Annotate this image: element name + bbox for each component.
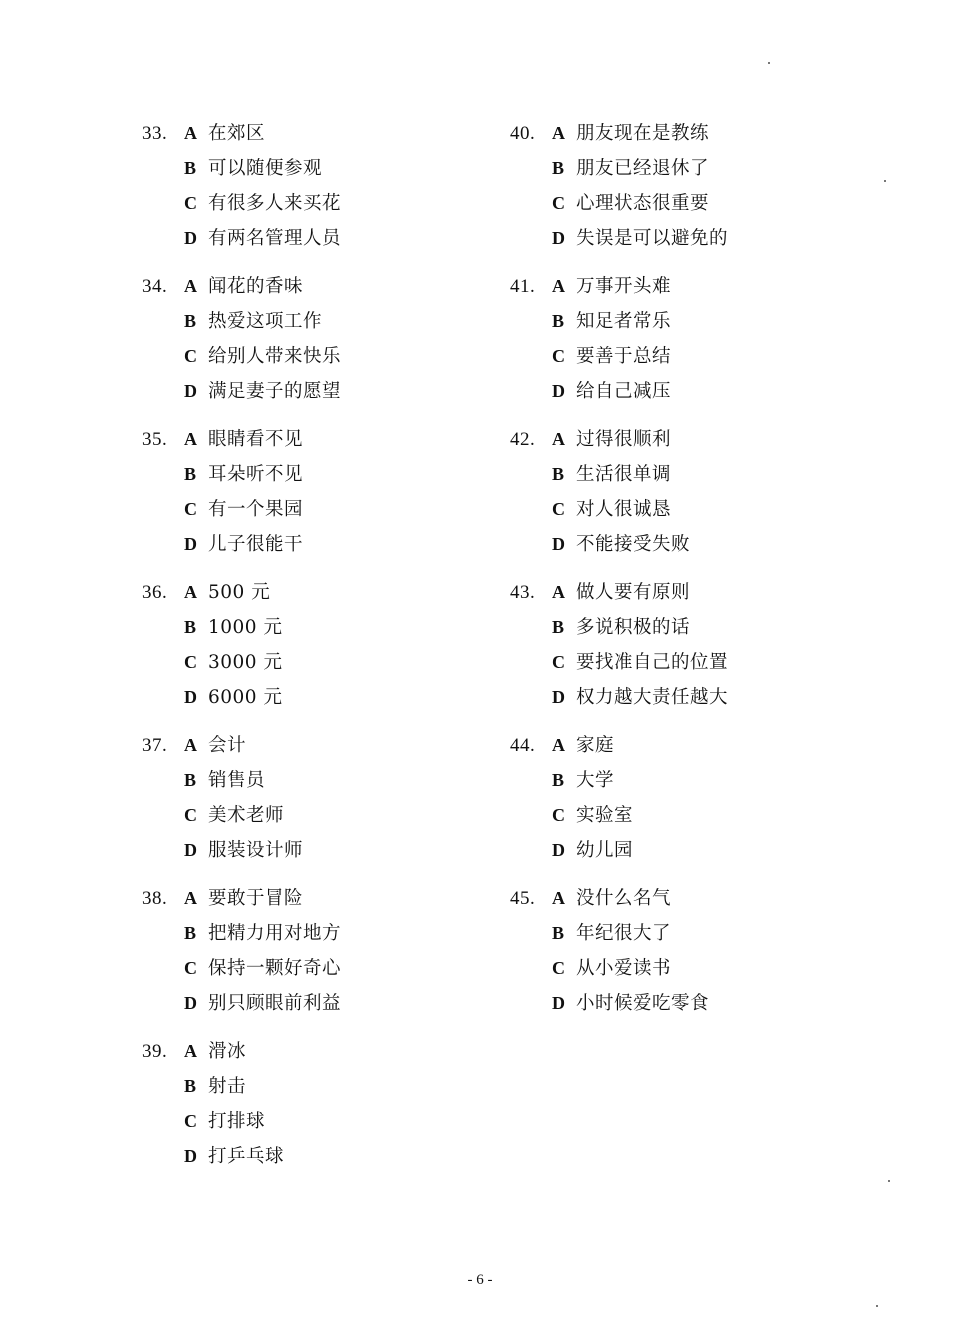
option-text: 闻花的香味: [208, 276, 304, 297]
scan-speck: [876, 1305, 878, 1307]
option-letter: B: [184, 311, 197, 331]
option-letter: C: [184, 958, 197, 978]
option-letter: D: [552, 687, 565, 707]
option-letter: B: [552, 617, 565, 637]
option-letter: A: [184, 1041, 197, 1061]
option-c: [142, 495, 472, 530]
option-letter: C: [184, 805, 197, 825]
option-text: 年纪很大了: [576, 923, 672, 944]
option-d: [142, 836, 472, 871]
option-d: [142, 224, 472, 259]
option-c: [142, 342, 472, 377]
option-letter: A: [552, 888, 565, 908]
option-letter: C: [552, 499, 565, 519]
question-40: [510, 119, 840, 259]
option-b: [510, 766, 840, 801]
option-letter: A: [552, 429, 565, 449]
option-d: [510, 530, 840, 565]
option-letter: D: [552, 381, 565, 401]
option-text: 心理状态很重要: [576, 193, 710, 214]
option-d: [510, 989, 840, 1024]
scan-speck: [768, 62, 770, 64]
option-letter: C: [184, 193, 197, 213]
option-a: [510, 731, 840, 766]
option-text: 别只顾眼前利益: [208, 993, 342, 1014]
option-d: [510, 377, 840, 412]
option-text: 朋友已经退休了: [576, 158, 710, 179]
question-41: [510, 272, 840, 412]
option-letter: C: [552, 346, 565, 366]
option-letter: B: [184, 158, 197, 178]
option-letter: D: [552, 993, 565, 1013]
option-text: 会计: [208, 735, 247, 756]
option-text: 6000 元: [208, 687, 283, 708]
option-b: [142, 1072, 472, 1107]
option-d: [142, 377, 472, 412]
question-number: 44.: [510, 735, 536, 756]
option-c: [510, 342, 840, 377]
option-letter: D: [184, 687, 197, 707]
question-number: 34.: [142, 276, 168, 297]
option-d: [142, 989, 472, 1024]
option-letter: B: [552, 770, 565, 790]
option-text: 做人要有原则: [576, 582, 691, 603]
option-letter: A: [184, 429, 197, 449]
option-text: 从小爱读书: [576, 958, 672, 979]
option-d: [142, 530, 472, 565]
option-text: 眼睛看不见: [208, 429, 304, 450]
option-a: [510, 578, 840, 613]
option-text: 多说积极的话: [576, 617, 691, 638]
option-b: [142, 154, 472, 189]
question-34: [142, 272, 472, 412]
option-a: [142, 1037, 472, 1072]
option-text: 有很多人来买花: [208, 193, 342, 214]
option-text: 1000 元: [208, 617, 283, 638]
question-number: 40.: [510, 123, 536, 144]
option-letter: C: [184, 499, 197, 519]
option-letter: C: [552, 958, 565, 978]
option-a: [510, 425, 840, 460]
option-c: [510, 495, 840, 530]
option-text: 不能接受失败: [576, 534, 691, 555]
option-letter: D: [552, 228, 565, 248]
option-text: 保持一颗好奇心: [208, 958, 342, 979]
option-text: 小时候爱吃零食: [576, 993, 710, 1014]
option-a: [142, 731, 472, 766]
option-text: 朋友现在是教练: [576, 123, 710, 144]
option-letter: C: [552, 652, 565, 672]
option-letter: D: [552, 534, 565, 554]
option-c: [142, 189, 472, 224]
option-text: 3000 元: [208, 652, 283, 673]
option-d: [510, 836, 840, 871]
option-letter: C: [552, 193, 565, 213]
option-text: 滑冰: [208, 1041, 247, 1062]
question-42: [510, 425, 840, 565]
question-35: [142, 425, 472, 565]
option-letter: B: [552, 311, 565, 331]
option-c: [510, 189, 840, 224]
question-number: 39.: [142, 1041, 168, 1062]
option-text: 要善于总结: [576, 346, 672, 367]
option-text: 权力越大责任越大: [576, 687, 729, 708]
option-d: [142, 683, 472, 718]
option-c: [142, 801, 472, 836]
question-38: [142, 884, 472, 1024]
option-text: 知足者常乐: [576, 311, 672, 332]
option-b: [142, 460, 472, 495]
option-letter: A: [184, 276, 197, 296]
option-text: 万事开头难: [576, 276, 672, 297]
question-number: 43.: [510, 582, 536, 603]
option-letter: D: [184, 534, 197, 554]
question-number: 36.: [142, 582, 168, 603]
option-text: 没什么名气: [576, 888, 672, 909]
option-text: 美术老师: [208, 805, 285, 826]
option-text: 要找准自己的位置: [576, 652, 729, 673]
scan-speck: [884, 180, 886, 182]
option-letter: C: [184, 1111, 197, 1131]
option-letter: A: [184, 123, 197, 143]
option-letter: D: [184, 840, 197, 860]
option-d: [142, 1142, 472, 1177]
question-37: [142, 731, 472, 871]
question-39: [142, 1037, 472, 1177]
option-letter: B: [552, 464, 565, 484]
option-text: 500 元: [208, 582, 271, 603]
option-letter: D: [184, 381, 197, 401]
option-text: 给自己减压: [576, 381, 672, 402]
option-text: 打乒乓球: [208, 1146, 285, 1167]
option-d: [510, 683, 840, 718]
option-a: [510, 272, 840, 307]
option-text: 对人很诚恳: [576, 499, 672, 520]
question-number: 37.: [142, 735, 168, 756]
option-a: [142, 884, 472, 919]
option-text: 有一个果园: [208, 499, 304, 520]
option-letter: B: [184, 464, 197, 484]
option-letter: A: [552, 123, 565, 143]
option-c: [510, 648, 840, 683]
option-letter: B: [184, 923, 197, 943]
scan-speck: [888, 1180, 890, 1182]
option-text: 服装设计师: [208, 840, 304, 861]
option-c: [142, 954, 472, 989]
option-letter: C: [184, 652, 197, 672]
option-a: [142, 119, 472, 154]
option-letter: A: [184, 735, 197, 755]
option-text: 失误是可以避免的: [576, 228, 729, 249]
option-c: [510, 801, 840, 836]
option-text: 有两名管理人员: [208, 228, 342, 249]
option-letter: A: [552, 582, 565, 602]
question-33: [142, 119, 472, 259]
option-text: 给别人带来快乐: [208, 346, 342, 367]
option-text: 实验室: [576, 805, 634, 826]
option-letter: B: [184, 770, 197, 790]
question-36: [142, 578, 472, 718]
option-text: 在郊区: [208, 123, 266, 144]
option-a: [142, 425, 472, 460]
question-number: 45.: [510, 888, 536, 909]
option-letter: A: [552, 735, 565, 755]
option-text: 生活很单调: [576, 464, 672, 485]
option-letter: B: [184, 617, 197, 637]
question-number: 33.: [142, 123, 168, 144]
option-d: [510, 224, 840, 259]
question-45: [510, 884, 840, 1024]
option-c: [142, 1107, 472, 1142]
option-b: [142, 919, 472, 954]
option-text: 满足妻子的愿望: [208, 381, 342, 402]
option-a: [510, 119, 840, 154]
option-letter: D: [552, 840, 565, 860]
option-text: 要敢于冒险: [208, 888, 304, 909]
question-number: 42.: [510, 429, 536, 450]
option-letter: D: [184, 993, 197, 1013]
option-b: [142, 766, 472, 801]
option-letter: B: [552, 158, 565, 178]
option-a: [142, 272, 472, 307]
question-43: [510, 578, 840, 718]
option-c: [142, 648, 472, 683]
option-c: [510, 954, 840, 989]
option-letter: A: [184, 888, 197, 908]
option-b: [510, 460, 840, 495]
option-a: [510, 884, 840, 919]
option-text: 打排球: [208, 1111, 266, 1132]
option-b: [142, 613, 472, 648]
option-letter: B: [184, 1076, 197, 1096]
option-b: [510, 919, 840, 954]
option-text: 儿子很能干: [208, 534, 304, 555]
question-44: [510, 731, 840, 871]
option-text: 热爱这项工作: [208, 311, 323, 332]
option-text: 家庭: [576, 735, 615, 756]
option-letter: A: [552, 276, 565, 296]
option-letter: B: [552, 923, 565, 943]
option-b: [510, 613, 840, 648]
option-text: 耳朵听不见: [208, 464, 304, 485]
question-number: 41.: [510, 276, 536, 297]
option-b: [510, 307, 840, 342]
question-number: 38.: [142, 888, 168, 909]
option-text: 可以随便参观: [208, 158, 323, 179]
option-letter: A: [184, 582, 197, 602]
option-letter: C: [184, 346, 197, 366]
page-number: - 6 -: [467, 1272, 493, 1288]
question-number: 35.: [142, 429, 168, 450]
option-text: 幼儿园: [576, 840, 634, 861]
option-b: [142, 307, 472, 342]
option-text: 把精力用对地方: [208, 923, 342, 944]
option-a: [142, 578, 472, 613]
option-b: [510, 154, 840, 189]
option-text: 销售员: [208, 770, 266, 791]
option-text: 大学: [576, 770, 615, 791]
option-letter: C: [552, 805, 565, 825]
option-text: 过得很顺利: [576, 429, 672, 450]
option-letter: D: [184, 228, 197, 248]
option-text: 射击: [208, 1076, 247, 1097]
option-letter: D: [184, 1146, 197, 1166]
